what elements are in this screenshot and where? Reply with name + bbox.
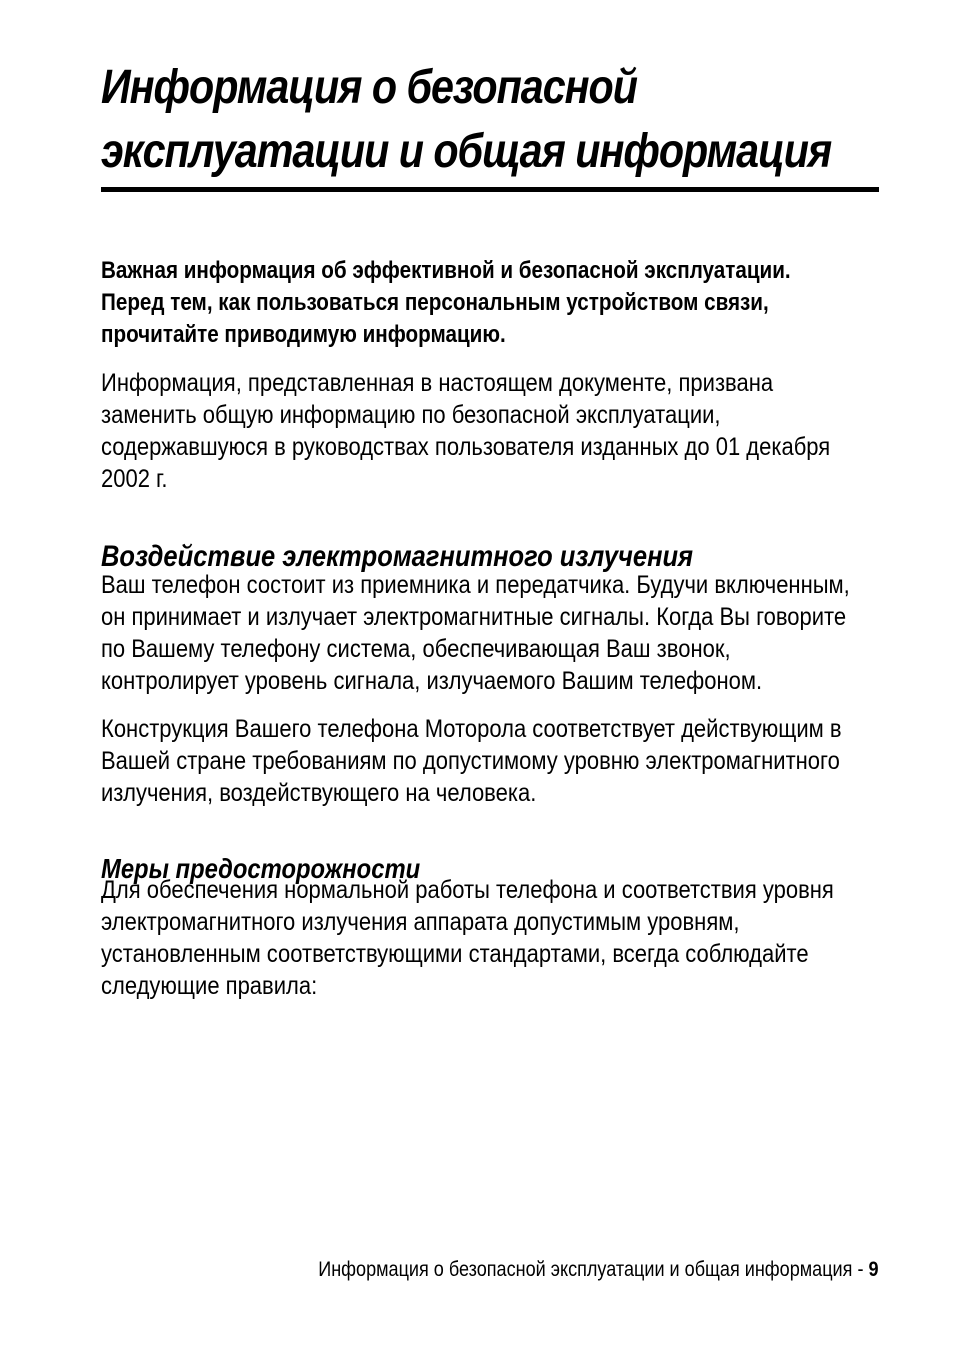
page-title-line-1: Информация о безопасной xyxy=(101,61,637,114)
emr-paragraph-2-line: излучения, воздействующего на человека. xyxy=(101,779,537,807)
page-footer xyxy=(319,1256,879,1284)
page-title xyxy=(101,56,832,184)
intro-bold-line: Важная информация об эффективной и безопасной эксплуатации. xyxy=(101,257,791,284)
precautions-paragraph-line: следующие правила: xyxy=(101,972,318,1000)
emr-paragraph-2 xyxy=(101,713,842,809)
intro-paragraph-line: 2002 г. xyxy=(101,465,168,493)
emr-paragraph-1 xyxy=(101,569,850,697)
title-underline-rule xyxy=(101,187,879,192)
precautions-paragraph xyxy=(101,874,834,1002)
emr-paragraph-1-line: он принимает и излучает электромагнитные сигналы. Когда Вы говорите xyxy=(101,603,847,631)
precautions-paragraph-line: электромагнитного излучения аппарата допустимым уровням, xyxy=(101,908,740,936)
intro-bold-line: Перед тем, как пользоваться персональным устройством связи, xyxy=(101,289,769,316)
section-heading-precautions: Меры предосторожности xyxy=(101,853,421,884)
intro-paragraph xyxy=(101,367,831,495)
emr-paragraph-2-line: Конструкция Вашего телефона Моторола соответствует действующим в xyxy=(101,715,842,743)
intro-bold-line: прочитайте приводимую информацию. xyxy=(101,321,506,348)
intro-paragraph-line: содержавшуюся в руководствах пользователя изданных до 01 декабря xyxy=(101,433,831,461)
emr-paragraph-2-line: Вашей стране требованиям по допустимому уровню электромагнитного xyxy=(101,747,840,775)
precautions-paragraph-line: установленным соответствующими стандартами, всегда соблюдайте xyxy=(101,940,809,968)
intro-paragraph-line: Информация, представленная в настоящем документе, призвана xyxy=(101,369,774,397)
emr-paragraph-1-line: Ваш телефон состоит из приемника и передатчика. Будучи включенным, xyxy=(101,571,850,599)
precautions-paragraph-line: Для обеспечения нормальной работы телефона и соответствия уровня xyxy=(101,876,834,904)
emr-paragraph-1-line: по Вашему телефону система, обеспечивающая Ваш звонок, xyxy=(101,635,731,663)
intro-paragraph-line: заменить общую информацию по безопасной эксплуатации, xyxy=(101,401,721,429)
page-title-line-2: эксплуатации и общая информация xyxy=(101,125,832,178)
section-heading-emr: Воздействие электромагнитного излучения xyxy=(101,539,694,573)
page-number: 9 xyxy=(868,1258,879,1281)
emr-paragraph-1-line: контролирует уровень сигнала, излучаемого Вашим телефоном. xyxy=(101,667,763,695)
footer-running-title: Информация о безопасной эксплуатации и общая информация - xyxy=(318,1258,869,1281)
intro-bold-paragraph xyxy=(101,255,791,351)
